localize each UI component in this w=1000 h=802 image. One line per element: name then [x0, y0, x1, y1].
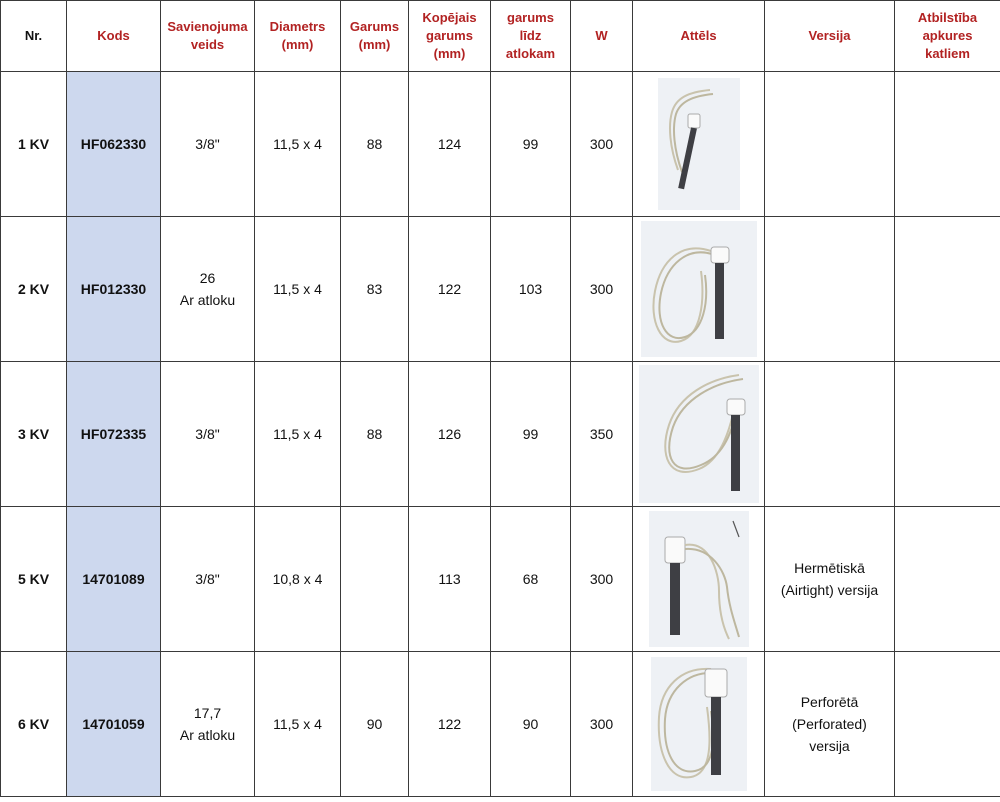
header-row	[1, 1, 1000, 72]
header-garums: Garums (mm)	[341, 1, 409, 72]
header-garums-lidz-atlokam: garums līdz atlokam	[491, 1, 571, 72]
cell-versija	[765, 217, 895, 362]
cell-garums: 90	[341, 652, 409, 797]
cell-w: 300	[571, 652, 633, 797]
cell-diametrs: 11,5 x 4	[255, 362, 341, 507]
cell-kods: HF012330	[67, 217, 161, 362]
cell-garums: 83	[341, 217, 409, 362]
cell-garums-lidz-atlokam: 99	[491, 72, 571, 217]
header-kods: Kods	[67, 1, 161, 72]
cell-w: 300	[571, 217, 633, 362]
ceramic-ignitor-photo	[639, 365, 759, 503]
cell-nr: 6 KV	[1, 652, 67, 797]
ignitor-image	[651, 657, 747, 791]
cell-nr: 5 KV	[1, 507, 67, 652]
cell-nr: 1 KV	[1, 72, 67, 217]
header-savienojuma-veids: Savienojuma veids	[161, 1, 255, 72]
cell-attels	[633, 217, 765, 362]
header-w: W	[571, 1, 633, 72]
cell-atbilstiba	[895, 507, 1000, 652]
cell-attels	[633, 362, 765, 507]
ignitor-image	[649, 511, 749, 647]
header-nr: Nr.	[1, 1, 67, 72]
cell-savienojuma-veids: 3/8"	[161, 362, 255, 507]
cell-kopejais-garums: 122	[409, 652, 491, 797]
cell-attels	[633, 507, 765, 652]
cell-kopejais-garums: 122	[409, 217, 491, 362]
cell-atbilstiba	[895, 217, 1000, 362]
cell-atbilstiba	[895, 652, 1000, 797]
cell-attels	[633, 72, 765, 217]
cell-garums-lidz-atlokam: 99	[491, 362, 571, 507]
cell-diametrs: 11,5 x 4	[255, 72, 341, 217]
cell-versija	[765, 362, 895, 507]
cell-kods: 14701089	[67, 507, 161, 652]
table-row	[1, 72, 1000, 217]
cell-kopejais-garums: 126	[409, 362, 491, 507]
ceramic-ignitor-photo	[641, 221, 757, 357]
cell-attels	[633, 652, 765, 797]
cell-w: 350	[571, 362, 633, 507]
cell-garums-lidz-atlokam: 68	[491, 507, 571, 652]
cell-kods: HF072335	[67, 362, 161, 507]
cell-garums-lidz-atlokam: 103	[491, 217, 571, 362]
cell-savienojuma-veids: 3/8"	[161, 507, 255, 652]
cell-w: 300	[571, 507, 633, 652]
cell-garums: 88	[341, 72, 409, 217]
ignitor-image	[641, 221, 757, 357]
cell-garums-lidz-atlokam: 90	[491, 652, 571, 797]
header-atbilstiba: Atbilstība apkures katliem	[895, 1, 1000, 72]
cell-diametrs: 11,5 x 4	[255, 217, 341, 362]
header-attels: Attēls	[633, 1, 765, 72]
ignitor-image	[639, 365, 759, 503]
header-kopejais-garums: Kopējais garums (mm)	[409, 1, 491, 72]
cell-savienojuma-veids: 17,7 Ar atloku	[161, 652, 255, 797]
cell-versija	[765, 72, 895, 217]
cell-w: 300	[571, 72, 633, 217]
cell-versija: Hermētiskā (Airtight) versija	[765, 507, 895, 652]
header-diametrs: Diametrs (mm)	[255, 1, 341, 72]
table-row	[1, 362, 1000, 507]
cell-kods: HF062330	[67, 72, 161, 217]
cell-versija: Perforētā (Perforated) versija	[765, 652, 895, 797]
cell-diametrs: 11,5 x 4	[255, 652, 341, 797]
cell-kopejais-garums: 124	[409, 72, 491, 217]
ignitor-image	[658, 78, 740, 210]
header-versija: Versija	[765, 1, 895, 72]
cell-atbilstiba	[895, 362, 1000, 507]
cell-savienojuma-veids: 26 Ar atloku	[161, 217, 255, 362]
cell-atbilstiba	[895, 72, 1000, 217]
table-row	[1, 507, 1000, 652]
cell-diametrs: 10,8 x 4	[255, 507, 341, 652]
cell-kods: 14701059	[67, 652, 161, 797]
cell-garums	[341, 507, 409, 652]
cell-nr: 3 KV	[1, 362, 67, 507]
ceramic-ignitor-photo	[649, 511, 749, 647]
table-row	[1, 217, 1000, 362]
ceramic-ignitor-photo	[658, 78, 740, 210]
cell-nr: 2 KV	[1, 217, 67, 362]
cell-garums: 88	[341, 362, 409, 507]
cell-savienojuma-veids: 3/8"	[161, 72, 255, 217]
cell-kopejais-garums: 113	[409, 507, 491, 652]
table-row	[1, 652, 1000, 797]
ceramic-ignitor-photo	[651, 657, 747, 791]
